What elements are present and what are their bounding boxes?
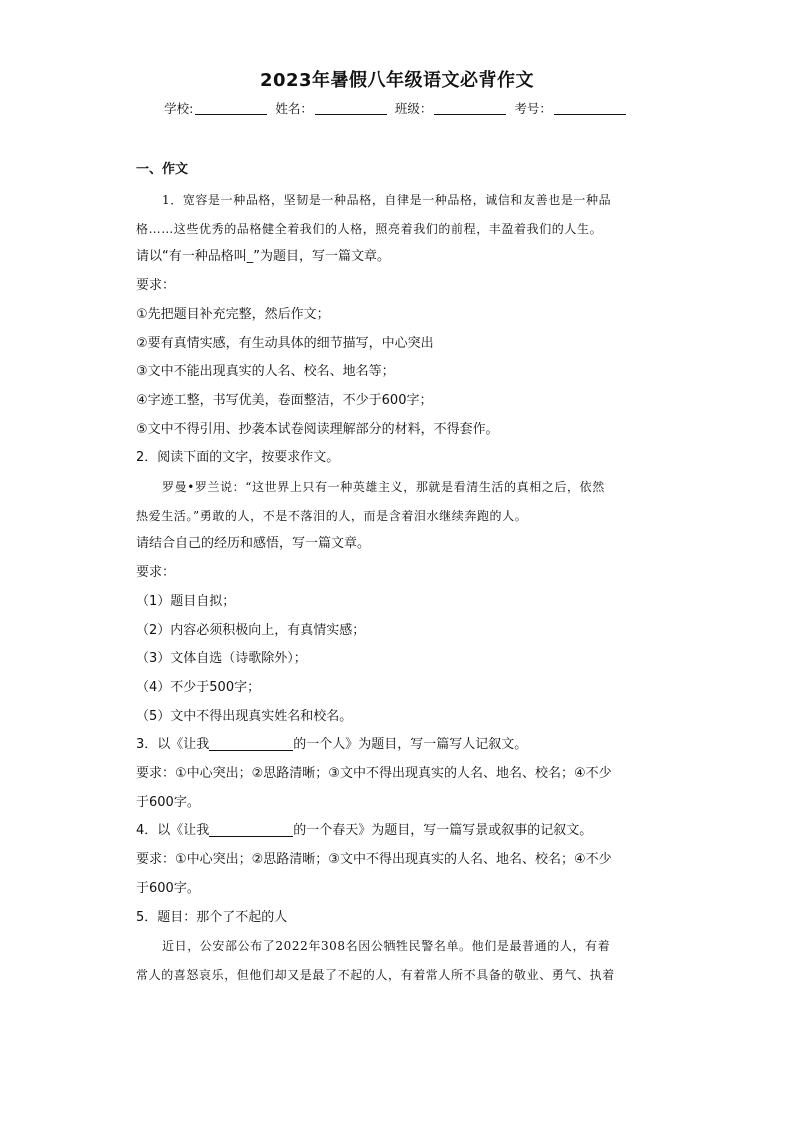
- q1-req-label: 要求：: [136, 278, 176, 294]
- q2-req-1: （1）题目自拟；: [136, 593, 236, 609]
- name-label: 姓名：: [275, 101, 313, 116]
- q2-heading: 2．阅读下面的文字，按要求作文。: [136, 450, 340, 466]
- q1-prompt: 请以“有一种品格叫_”为题目，写一篇文章。: [136, 249, 390, 265]
- q2-quote-line1: 罗曼•罗兰说：“这世界上只有一种英雄主义，那就是看清生活的真相之后，依然: [162, 480, 605, 495]
- q4-req-line1: 要求：①中心突出；②思路清晰；③文中不得出现真实的人名、地名、校名；④不少: [136, 852, 612, 868]
- section-heading: 一、作文: [136, 162, 189, 177]
- q1-req-4: ④字迹工整，书写优美，卷面整洁，不少于600字；: [136, 392, 433, 408]
- document-title: 2023年暑假八年级语文必背作文: [259, 70, 535, 91]
- q2-quote-line2: 热爱生活。”勇敢的人，不是不落泪的人，而是含着泪水继续奔跑的人。: [136, 508, 528, 523]
- q2-req-label: 要求：: [136, 565, 176, 581]
- q4-req-line2: 于600字。: [136, 880, 200, 896]
- number-blank: [554, 102, 626, 115]
- name-blank: [315, 102, 387, 115]
- q1-req-5: ⑤文中不得引用、抄袭本试卷阅读理解部分的材料，不得套作。: [136, 421, 499, 437]
- q4-post: 的一个春天》为题目，写一篇写景或叙事的记叙文。: [293, 823, 593, 839]
- q2-req-3: （3）文体自选（诗歌除外）；: [136, 651, 307, 667]
- student-info-line: [136, 100, 658, 118]
- q2-req-5: （5）文中不得出现真实姓名和校名。: [136, 708, 353, 724]
- q1-text-line2: 格……这些优秀的品格健全着我们的人格，照亮着我们的前程，丰盈着我们的人生。: [136, 221, 603, 236]
- q5-text-line1: 近日，公安部公布了2022年308名因公牺牲民警名单。他们是最普通的人，有着: [162, 939, 611, 954]
- q5-heading: 5．题目：那个了不起的人: [136, 909, 288, 925]
- q3-post: 的一个人》为题目，写一篇写人记叙文。: [293, 737, 528, 753]
- q4-pre: 4．以《让我: [136, 823, 210, 839]
- q2-req-2: （2）内容必须积极向上，有真情实感；: [136, 622, 366, 638]
- q1-req-1: ①先把题目补充完整，然后作文；: [136, 306, 330, 322]
- q4-blank: [209, 822, 293, 837]
- q3-heading: [136, 731, 658, 760]
- q3-blank: [209, 736, 293, 751]
- q3-pre: 3．以《让我: [136, 737, 210, 753]
- q2-prompt: 请结合自己的经历和感悟，写一篇文章。: [136, 536, 371, 552]
- q1-req-3: ③文中不能出现真实的人名、校名、地名等；: [136, 364, 395, 380]
- number-label: 考号：: [514, 101, 552, 116]
- class-label: 班级：: [394, 101, 433, 116]
- school-label: 学校:: [164, 101, 194, 116]
- q1-text-line1: 1．宽容是一种品格，坚韧是一种品格，自律是一种品格，诚信和友善也是一种品: [162, 193, 612, 207]
- q4-heading: [136, 817, 658, 846]
- q3-req-line1: 要求：①中心突出；②思路清晰；③文中不得出现真实的人名、地名、校名；④不少: [136, 766, 612, 782]
- q3-req-line2: 于600字。: [136, 794, 200, 810]
- class-blank: [434, 102, 506, 115]
- school-blank: [195, 102, 267, 115]
- q5-text-line2: 常人的喜怒哀乐，但他们却又是最了不起的人，有着常人所不具备的敬业、勇气、执着: [136, 967, 615, 982]
- q1-req-2: ②要有真情实感，有生动具体的细节描写，中心突出: [136, 335, 434, 351]
- q2-req-4: （4）不少于500字；: [136, 679, 261, 695]
